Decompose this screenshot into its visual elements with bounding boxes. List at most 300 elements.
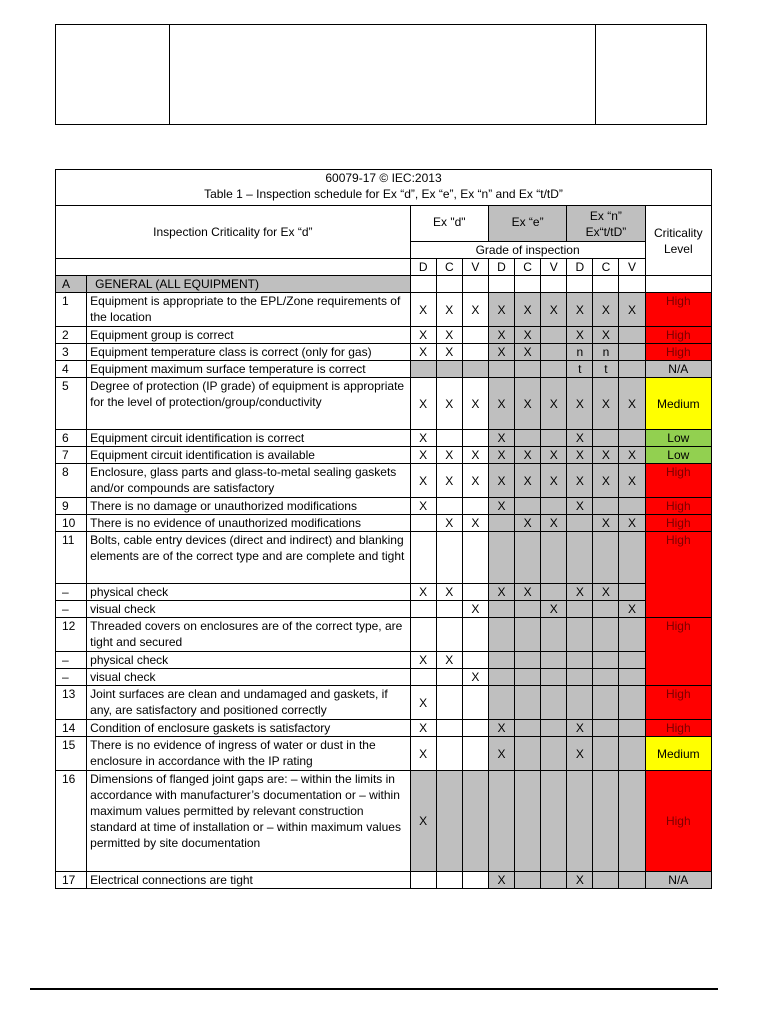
grade-cell bbox=[515, 652, 541, 669]
grade-cell bbox=[436, 361, 462, 378]
row-number: 11 bbox=[56, 532, 87, 584]
grade-cell bbox=[619, 720, 645, 737]
grade-cell bbox=[436, 737, 462, 771]
grade-cell bbox=[567, 669, 593, 686]
grade-cell bbox=[436, 720, 462, 737]
criticality-level: High bbox=[645, 686, 711, 720]
row-number: 8 bbox=[56, 464, 87, 498]
grade-sub-header: C bbox=[436, 259, 462, 276]
row-number: 4 bbox=[56, 361, 87, 378]
grade-cell bbox=[488, 618, 514, 652]
grade-cell: X bbox=[410, 737, 436, 771]
table-row bbox=[56, 464, 712, 498]
grade-cell: X bbox=[488, 720, 514, 737]
grade-cell bbox=[436, 669, 462, 686]
grade-cell bbox=[410, 601, 436, 618]
table-row bbox=[56, 686, 712, 720]
table-row bbox=[56, 720, 712, 737]
grade-cell bbox=[462, 872, 488, 889]
grade-cell: X bbox=[593, 378, 619, 430]
grade-cell: X bbox=[410, 498, 436, 515]
row-number: – bbox=[56, 652, 87, 669]
grade-cell bbox=[593, 669, 619, 686]
row-number: 3 bbox=[56, 344, 87, 361]
grade-cell: X bbox=[462, 447, 488, 464]
grade-sub-header: C bbox=[515, 259, 541, 276]
grade-cell: X bbox=[567, 378, 593, 430]
grade-cell: X bbox=[619, 378, 645, 430]
grade-cell bbox=[436, 498, 462, 515]
grade-cell: X bbox=[436, 344, 462, 361]
row-description: There is no evidence of unauthorized modifications bbox=[87, 515, 410, 532]
grade-cell bbox=[410, 532, 436, 584]
grade-cell: n bbox=[593, 344, 619, 361]
grade-cell bbox=[619, 532, 645, 584]
table-row bbox=[56, 584, 712, 601]
grade-cell: X bbox=[488, 378, 514, 430]
grade-cell: X bbox=[436, 515, 462, 532]
grade-cell: X bbox=[541, 464, 567, 498]
criticality-level: High bbox=[645, 498, 711, 515]
criticality-level: High bbox=[645, 344, 711, 361]
grade-cell: t bbox=[593, 361, 619, 378]
grade-cell bbox=[541, 498, 567, 515]
grade-cell bbox=[515, 498, 541, 515]
grade-cell bbox=[462, 618, 488, 652]
criticality-level: High bbox=[645, 327, 711, 344]
row-number: 10 bbox=[56, 515, 87, 532]
criticality-level: High bbox=[645, 720, 711, 737]
grade-cell: X bbox=[515, 327, 541, 344]
grade-sub-header: V bbox=[462, 259, 488, 276]
grade-cell: X bbox=[488, 584, 514, 601]
grade-cell bbox=[488, 686, 514, 720]
grade-cell bbox=[593, 686, 619, 720]
grade-cell: X bbox=[488, 737, 514, 771]
grade-cell: X bbox=[410, 430, 436, 447]
grade-cell bbox=[515, 771, 541, 872]
criticality-level: Low bbox=[645, 447, 711, 464]
grade-cell bbox=[567, 515, 593, 532]
grade-cell: X bbox=[541, 515, 567, 532]
row-number: 14 bbox=[56, 720, 87, 737]
footer-rule bbox=[30, 988, 718, 990]
grade-cell: X bbox=[410, 344, 436, 361]
grade-cell bbox=[462, 686, 488, 720]
document-header-box bbox=[55, 24, 707, 125]
grade-cell bbox=[541, 669, 567, 686]
table-row bbox=[56, 447, 712, 464]
grade-cell bbox=[567, 618, 593, 652]
row-number: 1 bbox=[56, 293, 87, 327]
row-description: Bolts, cable entry devices (direct and indirect) and blanking elements are of the correct type and are complete and tight bbox=[87, 532, 410, 584]
grade-cell: X bbox=[515, 584, 541, 601]
row-description: Enclosure, glass parts and glass-to-metal sealing gaskets and/or compounds are satisfactory bbox=[87, 464, 410, 498]
table-row bbox=[56, 361, 712, 378]
grade-cell bbox=[410, 515, 436, 532]
grade-cell: X bbox=[515, 464, 541, 498]
grade-cell bbox=[515, 532, 541, 584]
criticality-level: N/A bbox=[645, 361, 711, 378]
grade-cell bbox=[488, 361, 514, 378]
grade-cell: X bbox=[567, 293, 593, 327]
grade-cell: X bbox=[515, 344, 541, 361]
grade-cell bbox=[593, 618, 619, 652]
grade-cell bbox=[619, 361, 645, 378]
grade-cell bbox=[593, 771, 619, 872]
grade-cell: X bbox=[567, 872, 593, 889]
grade-cell bbox=[436, 771, 462, 872]
table-row bbox=[56, 378, 712, 430]
grade-cell bbox=[410, 872, 436, 889]
grade-cell bbox=[593, 872, 619, 889]
row-description: Dimensions of flanged joint gaps are: – within the limits in accordance with manufacturer’s documentation or – within maximum values permitted by relevant construction standard at time of installation or – within maximum values permitted by site documentation bbox=[87, 771, 410, 872]
row-description: Equipment circuit identification is correct bbox=[87, 430, 410, 447]
row-number: 13 bbox=[56, 686, 87, 720]
grade-cell bbox=[488, 669, 514, 686]
row-description: There is no evidence of ingress of water or dust in the enclosure in accordance with the IP rating bbox=[87, 737, 410, 771]
header-grade-of-inspection: Grade of inspection bbox=[410, 242, 645, 259]
grade-cell: X bbox=[567, 584, 593, 601]
grade-cell: X bbox=[619, 464, 645, 498]
grade-cell bbox=[619, 498, 645, 515]
grade-cell bbox=[462, 361, 488, 378]
grade-cell bbox=[541, 652, 567, 669]
grade-cell: X bbox=[410, 464, 436, 498]
grade-cell: t bbox=[567, 361, 593, 378]
grade-cell: X bbox=[488, 327, 514, 344]
grade-cell bbox=[619, 327, 645, 344]
grade-cell bbox=[619, 669, 645, 686]
grade-cell bbox=[436, 618, 462, 652]
grade-cell bbox=[462, 430, 488, 447]
row-description: Joint surfaces are clean and undamaged and gaskets, if any, are satisfactory and positioned correctly bbox=[87, 686, 410, 720]
grade-cell: X bbox=[515, 378, 541, 430]
grade-cell: X bbox=[567, 498, 593, 515]
grade-cell: X bbox=[410, 447, 436, 464]
grade-cell bbox=[567, 771, 593, 872]
grade-cell bbox=[593, 498, 619, 515]
grade-cell bbox=[488, 652, 514, 669]
row-description: Equipment is appropriate to the EPL/Zone requirements of the location bbox=[87, 293, 410, 327]
table-row bbox=[56, 618, 712, 652]
grade-cell bbox=[488, 515, 514, 532]
grade-cell: n bbox=[567, 344, 593, 361]
grade-cell bbox=[593, 652, 619, 669]
grade-cell bbox=[593, 430, 619, 447]
grade-cell bbox=[541, 344, 567, 361]
grade-cell bbox=[462, 584, 488, 601]
header-title-cell bbox=[170, 25, 596, 124]
grade-cell bbox=[541, 327, 567, 344]
grade-cell: X bbox=[619, 601, 645, 618]
grade-cell: X bbox=[567, 464, 593, 498]
grade-cell: X bbox=[515, 293, 541, 327]
grade-cell: X bbox=[619, 293, 645, 327]
header-ex-n bbox=[567, 206, 645, 242]
grade-cell: X bbox=[436, 327, 462, 344]
grade-cell bbox=[436, 601, 462, 618]
criticality-level: High bbox=[645, 532, 711, 618]
grade-cell bbox=[541, 737, 567, 771]
grade-cell: X bbox=[541, 378, 567, 430]
grade-cell: X bbox=[488, 430, 514, 447]
grade-cell bbox=[619, 584, 645, 601]
row-description: physical check bbox=[87, 584, 410, 601]
row-description: visual check bbox=[87, 601, 410, 618]
grade-cell: X bbox=[619, 515, 645, 532]
grade-cell bbox=[515, 601, 541, 618]
table-row bbox=[56, 327, 712, 344]
grade-cell bbox=[436, 430, 462, 447]
table-row bbox=[56, 430, 712, 447]
criticality-level: Low bbox=[645, 430, 711, 447]
grade-cell: X bbox=[593, 515, 619, 532]
header-ex-n-line2: Ex“t/tD” bbox=[585, 224, 627, 239]
grade-cell bbox=[619, 737, 645, 771]
table-row bbox=[56, 293, 712, 327]
grade-cell bbox=[515, 720, 541, 737]
table-row bbox=[56, 344, 712, 361]
row-number: 16 bbox=[56, 771, 87, 872]
table-caption bbox=[56, 170, 712, 206]
row-description: Equipment group is correct bbox=[87, 327, 410, 344]
table-row bbox=[56, 498, 712, 515]
grade-cell bbox=[567, 532, 593, 584]
grade-cell: X bbox=[462, 601, 488, 618]
row-number: 6 bbox=[56, 430, 87, 447]
grade-cell bbox=[541, 686, 567, 720]
grade-cell bbox=[567, 601, 593, 618]
grade-cell: X bbox=[488, 464, 514, 498]
grade-cell bbox=[488, 601, 514, 618]
grade-cell bbox=[541, 771, 567, 872]
grade-cell bbox=[436, 686, 462, 720]
grade-cell bbox=[488, 532, 514, 584]
grade-cell: X bbox=[410, 720, 436, 737]
table-row bbox=[56, 737, 712, 771]
table-row bbox=[56, 872, 712, 889]
grade-cell bbox=[619, 686, 645, 720]
grade-cell: X bbox=[462, 293, 488, 327]
row-description: Equipment circuit identification is available bbox=[87, 447, 410, 464]
grade-cell bbox=[462, 532, 488, 584]
grade-cell: X bbox=[619, 447, 645, 464]
row-description: There is no damage or unauthorized modifications bbox=[87, 498, 410, 515]
grade-sub-header: D bbox=[488, 259, 514, 276]
grade-cell bbox=[462, 327, 488, 344]
table-row bbox=[56, 532, 712, 584]
grade-cell bbox=[462, 652, 488, 669]
grade-cell: X bbox=[593, 327, 619, 344]
grade-cell: X bbox=[410, 293, 436, 327]
grade-cell: X bbox=[410, 652, 436, 669]
criticality-level: Medium bbox=[645, 378, 711, 430]
grade-cell: X bbox=[567, 737, 593, 771]
grade-cell bbox=[619, 430, 645, 447]
grade-cell: X bbox=[488, 872, 514, 889]
grade-cell bbox=[515, 669, 541, 686]
grade-cell bbox=[462, 344, 488, 361]
grade-cell bbox=[619, 652, 645, 669]
grade-cell bbox=[541, 430, 567, 447]
table-title: Table 1 – Inspection schedule for Ex “d”, Ex “e”, Ex “n” and Ex “t/tD” bbox=[204, 187, 563, 201]
inspection-schedule-table bbox=[55, 169, 712, 889]
row-number: 12 bbox=[56, 618, 87, 652]
row-description: Condition of enclosure gaskets is satisfactory bbox=[87, 720, 410, 737]
grade-cell: X bbox=[593, 584, 619, 601]
row-number: 2 bbox=[56, 327, 87, 344]
grade-sub-header: V bbox=[541, 259, 567, 276]
standard-reference: 60079-17 © IEC:2013 bbox=[325, 171, 442, 185]
grade-cell: X bbox=[488, 293, 514, 327]
table-row bbox=[56, 652, 712, 669]
row-number: – bbox=[56, 669, 87, 686]
criticality-level: N/A bbox=[645, 872, 711, 889]
grade-cell: X bbox=[462, 464, 488, 498]
grade-cell: X bbox=[410, 686, 436, 720]
header-ref-cell bbox=[596, 25, 706, 124]
grade-cell bbox=[593, 720, 619, 737]
table-row bbox=[56, 515, 712, 532]
grade-cell: X bbox=[410, 378, 436, 430]
grade-cell: X bbox=[462, 378, 488, 430]
table-row bbox=[56, 771, 712, 872]
grade-cell bbox=[436, 872, 462, 889]
grade-cell bbox=[619, 872, 645, 889]
grade-cell: X bbox=[515, 515, 541, 532]
grade-cell bbox=[462, 498, 488, 515]
grade-cell: X bbox=[541, 293, 567, 327]
grade-cell bbox=[410, 361, 436, 378]
grade-cell: X bbox=[436, 293, 462, 327]
grade-cell: X bbox=[567, 327, 593, 344]
grade-cell: X bbox=[488, 344, 514, 361]
row-number: – bbox=[56, 601, 87, 618]
grade-cell bbox=[541, 584, 567, 601]
grade-cell: X bbox=[567, 720, 593, 737]
grade-cell: X bbox=[436, 464, 462, 498]
row-number: 9 bbox=[56, 498, 87, 515]
grade-cell bbox=[619, 344, 645, 361]
row-number: 15 bbox=[56, 737, 87, 771]
grade-cell: X bbox=[488, 498, 514, 515]
grade-cell: X bbox=[436, 652, 462, 669]
grade-cell bbox=[462, 737, 488, 771]
grade-cell bbox=[619, 771, 645, 872]
header-criticality-level bbox=[645, 206, 711, 276]
grade-cell: X bbox=[488, 447, 514, 464]
grade-cell: X bbox=[567, 447, 593, 464]
grade-cell bbox=[541, 532, 567, 584]
grade-cell: X bbox=[541, 601, 567, 618]
grade-cell bbox=[593, 737, 619, 771]
grade-cell: X bbox=[410, 771, 436, 872]
header-ex-d: Ex "d" bbox=[410, 206, 488, 242]
table-row bbox=[56, 601, 712, 618]
header-inspection-criticality: Inspection Criticality for Ex “d” bbox=[56, 206, 411, 259]
grade-cell bbox=[515, 430, 541, 447]
grade-sub-header: C bbox=[593, 259, 619, 276]
grade-cell bbox=[515, 618, 541, 652]
grade-cell: X bbox=[593, 293, 619, 327]
grade-cell bbox=[515, 361, 541, 378]
grade-cell bbox=[593, 601, 619, 618]
grade-sub-header: D bbox=[567, 259, 593, 276]
grade-cell bbox=[515, 686, 541, 720]
grade-cell bbox=[515, 872, 541, 889]
grade-cell: X bbox=[436, 584, 462, 601]
row-number: 5 bbox=[56, 378, 87, 430]
header-criticality-line2: Level bbox=[663, 241, 693, 256]
header-ex-e: Ex “e” bbox=[488, 206, 566, 242]
grade-cell: X bbox=[515, 447, 541, 464]
row-description: Degree of protection (IP grade) of equipment is appropriate for the level of protection/group/conductivity bbox=[87, 378, 410, 430]
grade-sub-header: V bbox=[619, 259, 645, 276]
grade-cell bbox=[567, 652, 593, 669]
grade-cell bbox=[567, 686, 593, 720]
grade-cell bbox=[515, 737, 541, 771]
grade-cell: X bbox=[410, 327, 436, 344]
grade-cell: X bbox=[593, 447, 619, 464]
grade-cell: X bbox=[462, 515, 488, 532]
table-row bbox=[56, 669, 712, 686]
row-description: visual check bbox=[87, 669, 410, 686]
grade-cell bbox=[410, 618, 436, 652]
row-description: Equipment temperature class is correct (only for gas) bbox=[87, 344, 410, 361]
header-criticality-line1: Criticality bbox=[653, 225, 703, 240]
row-description: physical check bbox=[87, 652, 410, 669]
grade-cell bbox=[462, 720, 488, 737]
row-number: – bbox=[56, 584, 87, 601]
row-number: 17 bbox=[56, 872, 87, 889]
grade-cell: X bbox=[436, 447, 462, 464]
criticality-level: High bbox=[645, 515, 711, 532]
grade-cell: X bbox=[436, 378, 462, 430]
header-blank bbox=[56, 259, 411, 276]
row-description: Threaded covers on enclosures are of the correct type, are tight and secured bbox=[87, 618, 410, 652]
grade-cell bbox=[541, 720, 567, 737]
criticality-level: High bbox=[645, 464, 711, 498]
grade-cell bbox=[410, 669, 436, 686]
grade-cell bbox=[541, 872, 567, 889]
grade-cell: X bbox=[593, 464, 619, 498]
row-description: Electrical connections are tight bbox=[87, 872, 410, 889]
grade-cell bbox=[541, 361, 567, 378]
grade-cell: X bbox=[567, 430, 593, 447]
grade-cell bbox=[436, 532, 462, 584]
criticality-level: High bbox=[645, 618, 711, 686]
criticality-level: High bbox=[645, 771, 711, 872]
grade-cell bbox=[488, 771, 514, 872]
section-code: A bbox=[56, 276, 87, 293]
grade-cell: X bbox=[410, 584, 436, 601]
grade-cell bbox=[619, 618, 645, 652]
row-number: 7 bbox=[56, 447, 87, 464]
criticality-level: High bbox=[645, 293, 711, 327]
grade-cell bbox=[462, 771, 488, 872]
grade-sub-header: D bbox=[410, 259, 436, 276]
section-label: GENERAL (ALL EQUIPMENT) bbox=[87, 276, 410, 293]
criticality-level: Medium bbox=[645, 737, 711, 771]
grade-cell: X bbox=[462, 669, 488, 686]
grade-cell: X bbox=[541, 447, 567, 464]
grade-cell bbox=[593, 532, 619, 584]
header-ex-n-line1: Ex “n” bbox=[589, 208, 622, 223]
header-logo-cell bbox=[56, 25, 170, 124]
grade-cell bbox=[541, 618, 567, 652]
row-description: Equipment maximum surface temperature is correct bbox=[87, 361, 410, 378]
